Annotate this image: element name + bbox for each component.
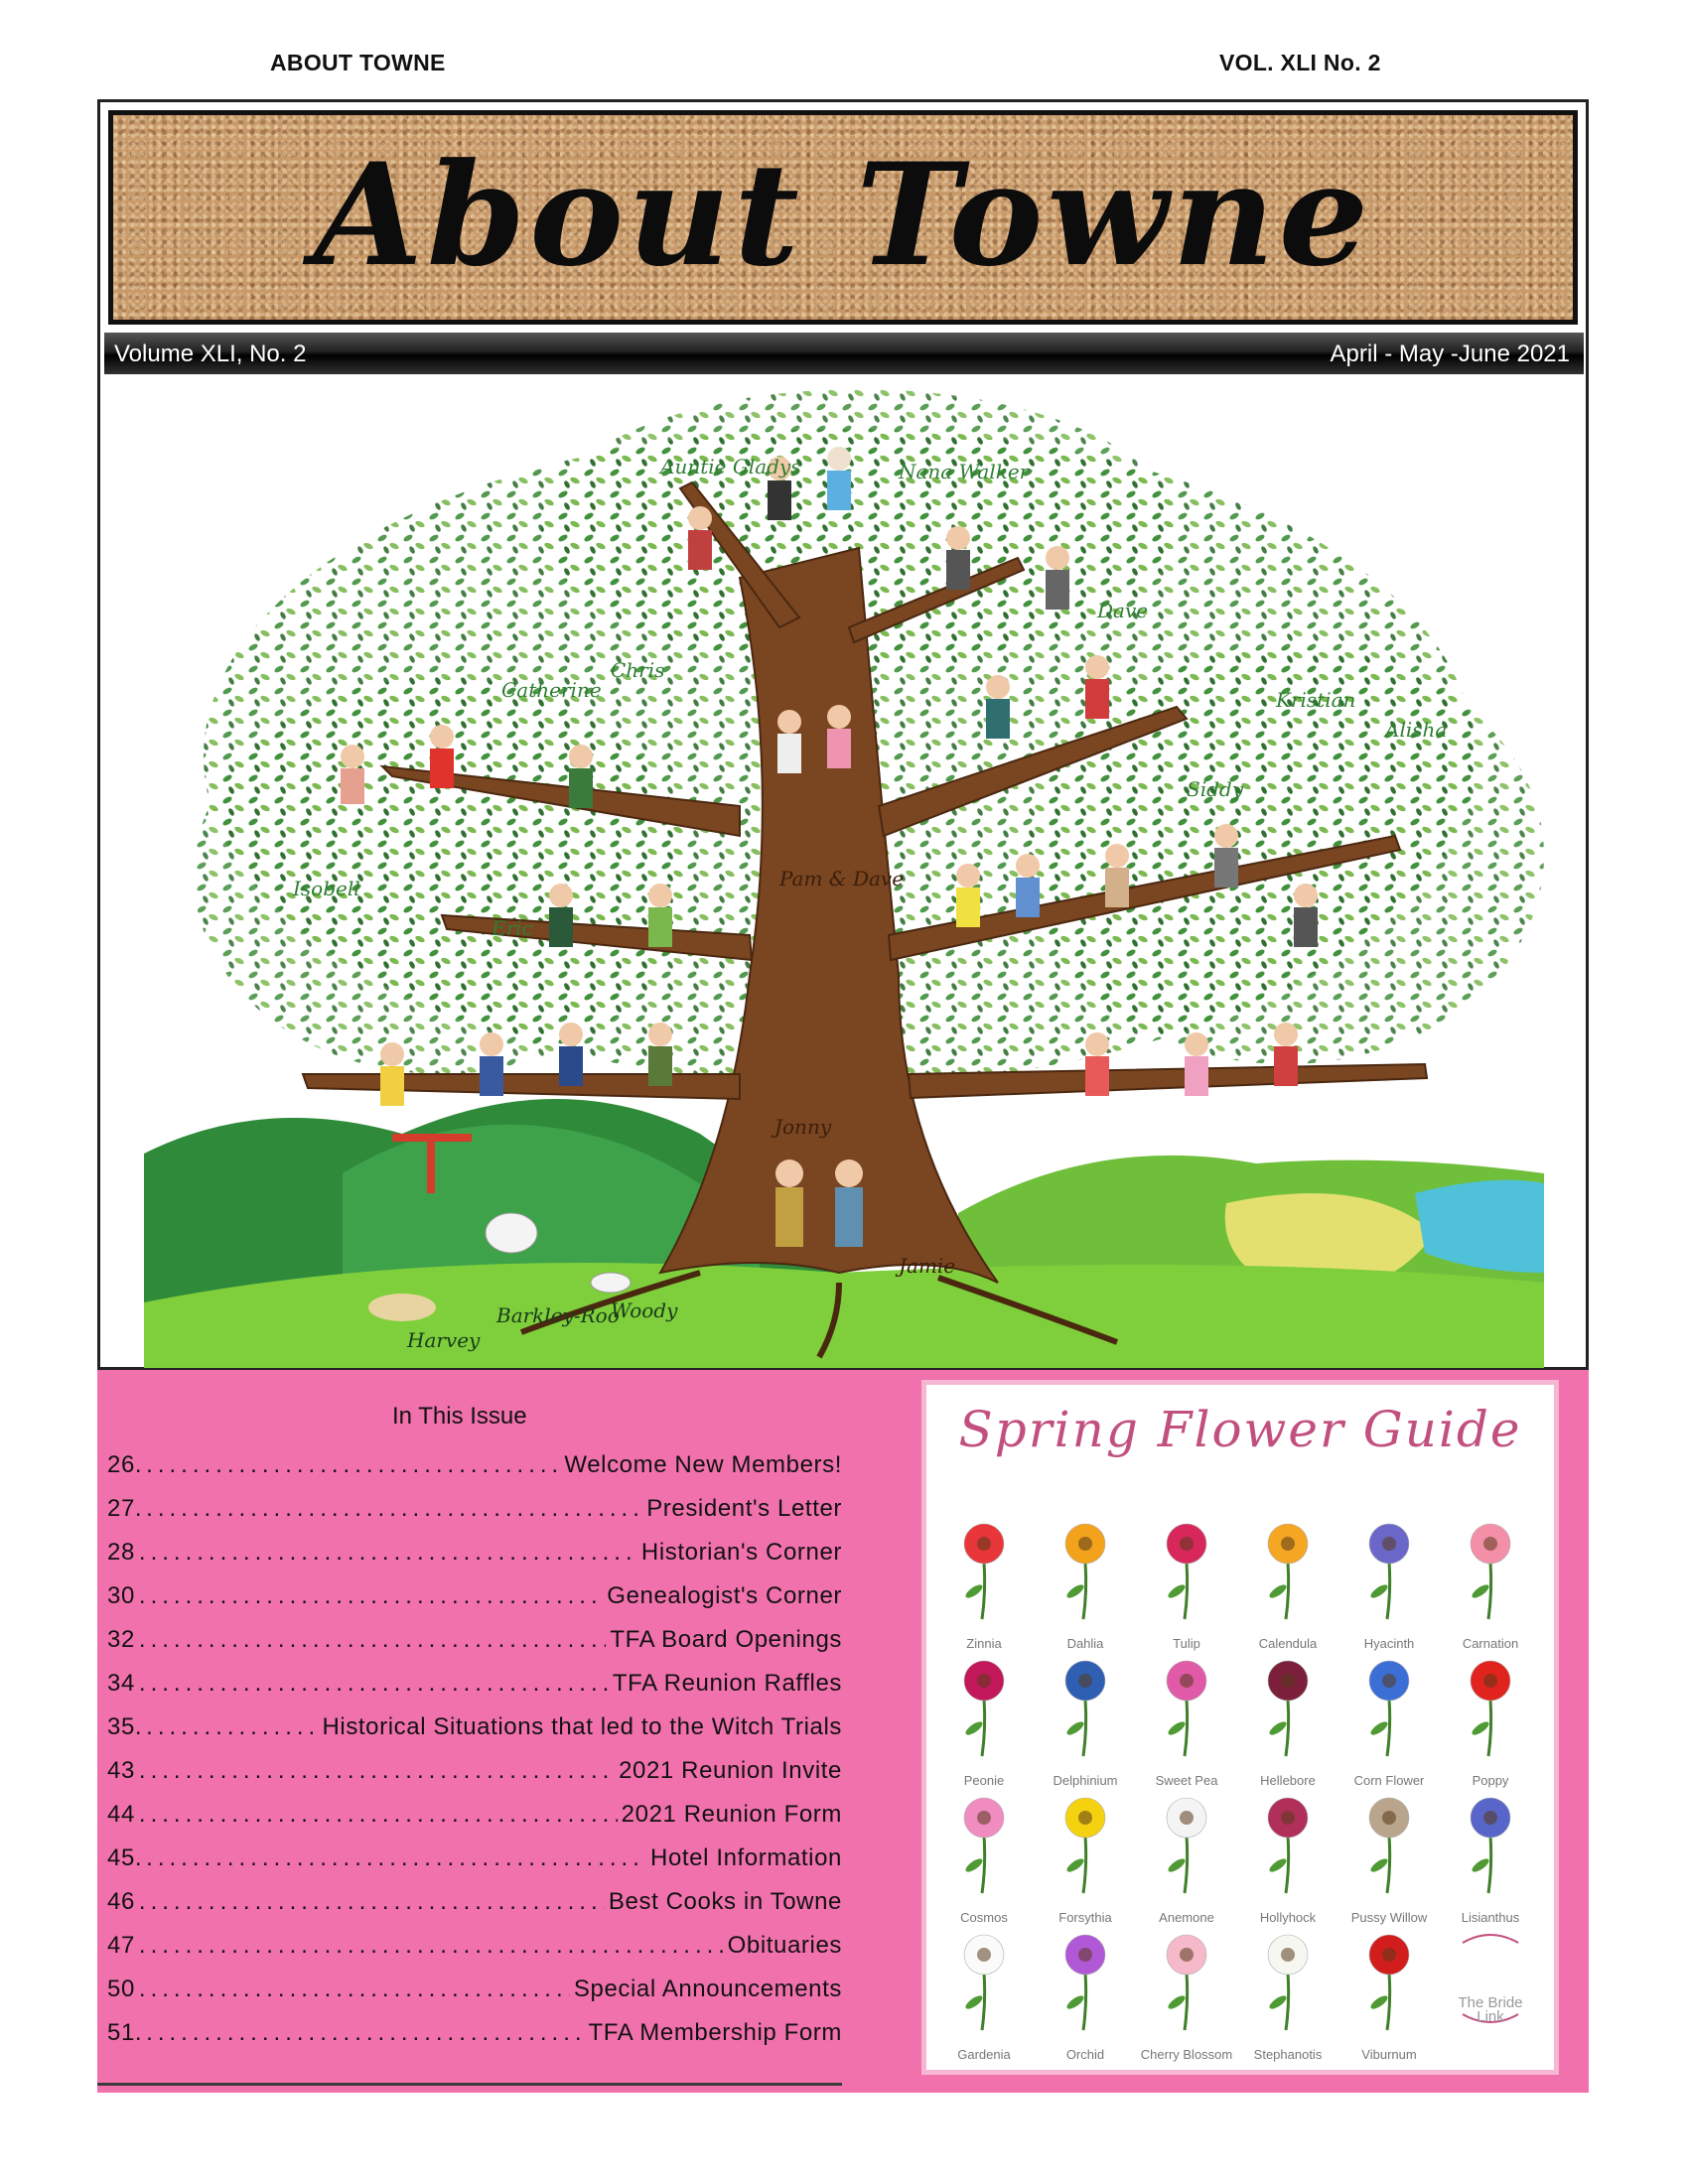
toc-leader-dots — [146, 1713, 318, 1741]
toc-leader-dots — [139, 1757, 615, 1785]
masthead-title: About Towne — [313, 133, 1373, 298]
flower-illustration — [1349, 1512, 1429, 1621]
flower-name: Peonie — [963, 1773, 1005, 1788]
flower-item — [1036, 1786, 1135, 1925]
flower-illustration — [1046, 1786, 1125, 1895]
flower-item — [1238, 1512, 1337, 1651]
tree-label: Dave — [1097, 599, 1149, 622]
tree-label: Harvey — [407, 1328, 481, 1352]
flower-illustration — [1147, 1512, 1226, 1621]
toc-divider — [97, 2083, 842, 2086]
flower-item — [1238, 1923, 1337, 2062]
flower-item — [1137, 1512, 1236, 1651]
tree-label: Woody — [611, 1298, 678, 1322]
toc-item — [107, 1976, 842, 2019]
toc-item-label: TFA Board Openings — [610, 1626, 842, 1653]
toc-item-label: Historical Situations that led to the Witch Trials — [322, 1713, 842, 1740]
tree-label: Pam & Dave — [779, 867, 905, 890]
flower-item — [934, 1512, 1034, 1651]
flower-name: Calendula — [1258, 1636, 1318, 1651]
flower-item — [1036, 1649, 1135, 1788]
flower-item — [1137, 1649, 1236, 1788]
flower-illustration — [1046, 1512, 1125, 1621]
flower-name: Lisianthus — [1461, 1910, 1520, 1925]
flower-name: Delphinium — [1053, 1773, 1118, 1788]
flower-name: Gardenia — [957, 2047, 1011, 2062]
tree-label: Barkley-Roo — [496, 1303, 620, 1327]
masthead-corkboard — [108, 110, 1578, 325]
toc-item — [107, 1670, 842, 1713]
tree-label: Auntie Gladys — [660, 455, 801, 478]
flower-illustration — [1451, 1649, 1530, 1758]
toc-item — [107, 1888, 842, 1932]
flower-item — [1339, 1649, 1439, 1788]
toc-leader-dots — [139, 1626, 606, 1654]
flower-name: Carnation — [1462, 1636, 1519, 1651]
toc-item — [107, 1801, 842, 1844]
flower-illustration — [1248, 1786, 1328, 1895]
flower-name: Sweet Pea — [1155, 1773, 1218, 1788]
toc-leader-dots — [146, 1844, 646, 1872]
flower-name: Stephanotis — [1253, 2047, 1323, 2062]
running-header-right: VOL. XLI No. 2 — [1219, 50, 1381, 75]
flower-illustration — [944, 1786, 1024, 1895]
flower-item — [1339, 1786, 1439, 1925]
toc-leader-dots — [139, 1888, 605, 1916]
tree-label: Jonny — [774, 1115, 832, 1139]
flower-name: Hellebore — [1260, 1773, 1316, 1788]
flower-name: The Bride Link — [1458, 1994, 1523, 2025]
flower-illustration — [1147, 1786, 1226, 1895]
toc-leader-dots — [139, 1582, 603, 1610]
toc-title: In This Issue — [392, 1403, 527, 1430]
flower-item — [1441, 1923, 1540, 2062]
flower-name: Hollyhock — [1259, 1910, 1317, 1925]
issue-date: April - May -June 2021 — [1330, 341, 1570, 367]
toc-item-label: Obituaries — [727, 1932, 842, 1959]
flower-item — [934, 1786, 1034, 1925]
toc-item-label: Genealogist's Corner — [607, 1582, 842, 1609]
toc-page-number: 28 — [107, 1539, 135, 1566]
flower-name: Viburnum — [1361, 2047, 1417, 2062]
toc-item-label: President's Letter — [646, 1495, 842, 1522]
toc-leader-dots — [139, 1539, 637, 1567]
toc-item-label: Special Announcements — [573, 1976, 842, 2002]
volume-bar — [104, 333, 1584, 374]
table-of-contents — [107, 1451, 842, 2063]
flower-illustration — [1349, 1649, 1429, 1758]
volume-number: Volume XLI, No. 2 — [114, 341, 307, 367]
flower-item — [1238, 1786, 1337, 1925]
tree-label: Catherine — [501, 678, 602, 702]
tree-label: Isobell — [293, 877, 360, 900]
flower-illustration — [1349, 1786, 1429, 1895]
flower-illustration — [1147, 1923, 1226, 2032]
toc-page-number: 43 — [107, 1757, 135, 1784]
tree-label: Kristian — [1276, 688, 1356, 712]
toc-leader-dots — [146, 1451, 560, 1479]
flower-name: Hyacinth — [1363, 1636, 1415, 1651]
tree-label: Chris — [611, 658, 665, 682]
toc-leader-dots — [139, 1932, 724, 1960]
flower-item — [1137, 1923, 1236, 2062]
toc-item — [107, 1844, 842, 1888]
tree-label: Eric — [492, 916, 533, 940]
flower-name: Tulip — [1173, 1636, 1200, 1651]
toc-page-number: 34 — [107, 1670, 135, 1697]
toc-page-number: 50 — [107, 1976, 135, 2002]
toc-page-number: 32 — [107, 1626, 135, 1653]
flower-illustration — [944, 1923, 1024, 2032]
flower-illustration — [1046, 1649, 1125, 1758]
flower-illustration — [944, 1512, 1024, 1621]
flower-illustration — [1248, 1923, 1328, 2032]
toc-item — [107, 1713, 842, 1757]
flower-name: Orchid — [1065, 2047, 1105, 2062]
toc-page-number: 26. — [107, 1451, 143, 1478]
flower-illustration — [1147, 1649, 1226, 1758]
flower-item — [1339, 1923, 1439, 2062]
toc-item-label: Hotel Information — [650, 1844, 842, 1871]
toc-item — [107, 2019, 842, 2063]
toc-item — [107, 1451, 842, 1495]
toc-item — [107, 1582, 842, 1626]
spring-flower-guide — [921, 1380, 1559, 2075]
flower-illustration — [1046, 1923, 1125, 2032]
toc-item-label: 2021 Reunion Form — [621, 1801, 842, 1828]
flower-name: Anemone — [1159, 1910, 1214, 1925]
toc-item-label: TFA Membership Form — [588, 2019, 842, 2046]
toc-page-number: 44 — [107, 1801, 135, 1828]
flower-item — [1238, 1649, 1337, 1788]
flower-guide-title: Spring Flower Guide — [958, 1401, 1522, 1458]
toc-leader-dots — [146, 1495, 642, 1523]
toc-item — [107, 1539, 842, 1582]
toc-page-number: 47 — [107, 1932, 135, 1959]
flower-illustration — [944, 1649, 1024, 1758]
toc-item — [107, 1757, 842, 1801]
flower-illustration — [1451, 1512, 1530, 1621]
flower-name: Cosmos — [960, 1910, 1008, 1925]
family-tree-illustration — [144, 379, 1544, 1368]
flower-illustration — [1349, 1923, 1429, 2032]
flower-name: Poppy — [1472, 1773, 1509, 1788]
flower-name: Pussy Willow — [1350, 1910, 1428, 1925]
flower-name: Zinnia — [966, 1636, 1002, 1651]
flower-illustration — [1248, 1649, 1328, 1758]
flower-item — [1036, 1512, 1135, 1651]
tree-label: Jamie — [899, 1254, 956, 1278]
toc-item-label: 2021 Reunion Invite — [619, 1757, 842, 1784]
toc-page-number: 46 — [107, 1888, 135, 1915]
tree-label: Nana Walker — [899, 460, 1030, 483]
toc-leader-dots — [139, 1801, 618, 1829]
toc-leader-dots — [139, 1670, 609, 1698]
toc-leader-dots — [139, 1976, 570, 2003]
flower-item — [1441, 1649, 1540, 1788]
flower-item — [1339, 1512, 1439, 1651]
toc-item-label: Best Cooks in Towne — [608, 1888, 842, 1915]
toc-page-number: 35. — [107, 1713, 143, 1740]
toc-item — [107, 1495, 842, 1539]
toc-item-label: Historian's Corner — [640, 1539, 842, 1566]
toc-item-label: TFA Reunion Raffles — [612, 1670, 842, 1697]
flower-name: Forsythia — [1058, 1910, 1112, 1925]
flower-item — [1137, 1786, 1236, 1925]
toc-item — [107, 1932, 842, 1976]
toc-page-number: 51. — [107, 2019, 143, 2046]
flower-name: Cherry Blossom — [1140, 2047, 1233, 2062]
toc-item — [107, 1626, 842, 1670]
flower-item — [1441, 1786, 1540, 1925]
flower-illustration — [1451, 1786, 1530, 1895]
flower-name: Corn Flower — [1353, 1773, 1425, 1788]
toc-page-number: 27. — [107, 1495, 143, 1522]
flower-illustration — [1248, 1512, 1328, 1621]
flower-item — [1036, 1923, 1135, 2062]
toc-page-number: 45. — [107, 1844, 143, 1871]
flower-item — [934, 1923, 1034, 2062]
toc-page-number: 30 — [107, 1582, 135, 1609]
flower-name: Dahlia — [1066, 1636, 1104, 1651]
tree-label: Alisha — [1385, 718, 1448, 742]
flower-item — [934, 1649, 1034, 1788]
flower-item — [1441, 1512, 1540, 1651]
toc-leader-dots — [146, 2019, 584, 2047]
toc-item-label: Welcome New Members! — [564, 1451, 842, 1478]
running-header-left: ABOUT TOWNE — [270, 50, 446, 75]
tree-label: Siddy — [1187, 777, 1244, 801]
